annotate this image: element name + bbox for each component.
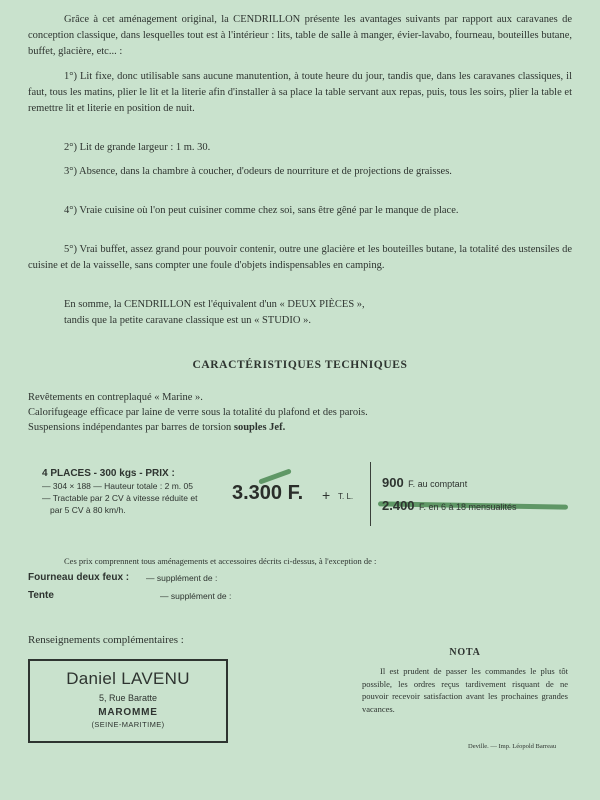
summary-line-2: tandis que la petite caravane classique est un « STUDIO ».: [64, 315, 311, 326]
price-note: Ces prix comprennent tous aménagements et accessoires décrits ci-dessus, à l'exception de :: [64, 556, 377, 566]
spec-line-3-bold: souples Jef.: [233, 422, 286, 433]
supplement-tent: [28, 590, 232, 601]
advantage-3: 3°) Absence, dans la chambre à coucher, d'odeurs de nourriture et de projections de graisses.: [64, 166, 452, 177]
spec-line-2: Calorifugeage efficace par laine de verre sous la totalité du plafond et des parois.: [28, 407, 368, 418]
price-dimensions: — 304 × 188 — Hauteur totale : 2 m. 05: [42, 481, 193, 491]
price-amount: 3.300 F.: [232, 482, 304, 504]
price-tax-label: T. L.: [338, 492, 354, 501]
nota-text: Il est prudent de passer les commandes le plus tôt possible, les ordres reçus tardivement risquant de ne pouvoir recevoir satisfaction avant les prochaines grandes vacances.: [362, 666, 568, 714]
summary-line-1: En somme, la CENDRILLON est l'équivalent d'un « DEUX PIÈCES »,: [64, 299, 365, 310]
dealer-box: [28, 659, 228, 743]
summary: [64, 297, 564, 329]
supplement-stove: [28, 572, 218, 583]
spec-line-3: [28, 420, 572, 435]
printer-credit: Deville. — Imp. Léopold Barreau: [468, 743, 557, 750]
technical-specs: [28, 390, 572, 435]
price-tow-2: par 5 CV à 80 km/h.: [50, 505, 126, 515]
price-details: [42, 468, 232, 516]
option-monthly-amount: 2.400: [382, 498, 415, 513]
price-tow-1: — Tractable par 2 CV à vitesse réduite et: [42, 493, 198, 503]
nota-title: NOTA: [449, 647, 481, 658]
option-monthly-label: F. en 6 à 18 mensualités: [419, 502, 517, 512]
price-plus: +: [322, 487, 331, 503]
dealer-name: Daniel LAVENU: [66, 669, 190, 688]
section-title: CARACTÉRISTIQUES TECHNIQUES: [192, 359, 408, 371]
price-head: 4 PLACES - 300 kgs - PRIX :: [42, 468, 175, 479]
advantage-4: 4°) Vraie cuisine où l'on peut cuisiner comme chez soi, sans être gêné par le manque de place.: [64, 205, 459, 216]
payment-option-cash: [382, 474, 467, 492]
additional-info-heading: Renseignements complémentaires :: [28, 634, 184, 646]
option-cash-amount: 900: [382, 475, 404, 490]
dealer-city: MAROMME: [98, 707, 158, 718]
dealer-street: 5, Rue Baratte: [98, 693, 158, 703]
spec-line-1: Revêtements en contreplaqué « Marine ».: [28, 392, 203, 403]
supplement-stove-name: Fourneau deux feux :: [28, 572, 130, 583]
option-cash-label: F. au comptant: [408, 479, 468, 489]
advantage-5: 5°) Vrai buffet, assez grand pour pouvoir contenir, outre une glacière et les bouteilles butane, la totalité des ustensiles de cuisine et de la vaisselle, sans compter une foule d'objets indispensables en camping.: [28, 244, 572, 271]
intro-paragraph: Grâce à cet aménagement original, la CENDRILLON présente les avantages suivants par rapport aux caravanes de conception classique, dans lesquelles tout est à l'intérieur : lits, table de salle à manger, évier-lavabo, fourneau, bouteilles butane, buffet, glacière, etc... :: [28, 14, 572, 57]
price-divider: [370, 462, 371, 526]
supplement-tent-label: — supplément de :: [160, 591, 232, 601]
spec-line-3-text: Suspensions indépendantes par barres de torsion: [28, 422, 234, 433]
payment-option-monthly: [382, 497, 517, 515]
dealer-department: (SEINE-MARITIME): [91, 720, 165, 729]
supplement-tent-name: Tente: [28, 590, 54, 601]
advantage-2: 2°) Lit de grande largeur : 1 m. 30.: [64, 142, 211, 153]
advantage-1: 1°) Lit fixe, donc utilisable sans aucune manutention, à toute heure du jour, tandis que, dans les caravanes classiques, il faut, tous les matins, plier le lit et la literie afin d'installer à sa place la table servant aux repas, puis, tous les soirs, plier la table et remettre lit et literie en position de nuit.: [28, 71, 572, 114]
supplement-stove-label: — supplément de :: [146, 573, 218, 583]
